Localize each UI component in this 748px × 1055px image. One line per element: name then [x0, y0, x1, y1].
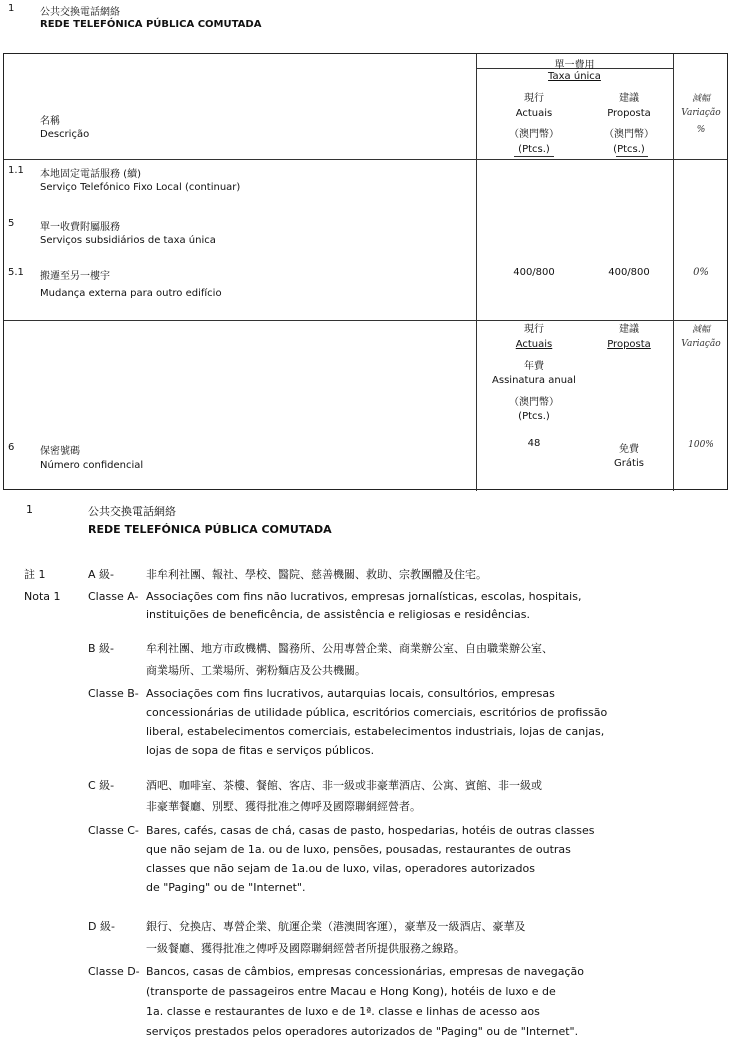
row-6-proposta-cn: 免費 [619, 444, 639, 455]
t2-unit: （澳門幣） [509, 397, 559, 408]
header-number: 1 [8, 3, 15, 14]
col-group-pt: Taxa única [548, 71, 601, 82]
class-a-pt-label: Classe A- [88, 590, 139, 603]
class-d-cn-line-2: 一級餐廳、獲得批准之傳呼及國際聯網經營者所提供服務之線路。 [146, 942, 465, 955]
section2-title-pt: REDE TELEFÓNICA PÚBLICA COMUTADA [88, 523, 332, 536]
section2-title-cn: 公共交換電話網絡 [88, 505, 176, 518]
class-c-pt-line-3: classes que não sejam de 1a.ou de luxo, vilas, operadores autorizados [146, 862, 535, 875]
row-5-1-num: 5.1 [8, 267, 24, 278]
row-6-actual: 48 [527, 438, 541, 449]
t2-annual-pt: Assinatura anual [492, 375, 576, 386]
actual-pt: Actuais [515, 108, 553, 119]
row-5-cn: 單一收費附屬服務 [40, 222, 120, 233]
class-b-pt-line-1: Associações com fins lucrativos, autarquias locais, consultórios, empresas [146, 687, 555, 700]
row-5-num: 5 [8, 218, 15, 229]
section2-number: 1 [26, 503, 33, 516]
class-c-pt-line-4: de "Paging" ou de "Internet". [146, 881, 306, 894]
note-label-cn: 註 1 [24, 568, 46, 581]
class-d-pt-line-2: (transporte de passageiros entre Macau e Hong Kong), hotéis de luxo e de [146, 985, 556, 998]
variacao-pt: Variação [681, 108, 721, 118]
t2-proposta-pt: Proposta [607, 339, 651, 350]
class-a-pt-line-1: Associações com fins não lucrativos, empresas jornalísticas, escolas, hospitais, [146, 590, 582, 603]
row-6-num: 6 [8, 442, 15, 453]
row-6-variacao: 100% [688, 440, 714, 450]
actual-ptcs-underline [514, 156, 554, 157]
actual-ptcs: (Ptcs.) [518, 144, 550, 155]
t2-actual-pt: Actuais [515, 339, 553, 350]
t2-variacao-cn: 減幅 [691, 325, 710, 335]
proposta-unit: （澳門幣） [604, 129, 654, 140]
class-d-pt-line-1: Bancos, casas de câmbios, empresas concessionárias, empresas de navegação [146, 965, 584, 978]
proposta-pt: Proposta [607, 108, 651, 119]
actual-unit: （澳門幣） [509, 129, 559, 140]
class-a-cn-line-1: 非牟利社團、報社、學校、醫院、慈善機關、救助、宗教團體及住宅。 [146, 568, 487, 581]
header-bottom-line [4, 159, 727, 160]
class-d-cn-line-1: 銀行、兌換店、專營企業、航運企業（港澳間客運），豪華及一級酒店、豪華及 [146, 920, 526, 933]
class-b-pt-label: Classe B- [88, 687, 139, 700]
class-c-pt-line-1: Bares, cafés, casas de chá, casas de pasto, hospedarias, hotéis de outras classes [146, 824, 595, 837]
class-c-pt-line-2: que não sejam de 1a. ou de luxo, pensões, pousadas, restaurantes de outras [146, 843, 571, 856]
row-6-cn: 保密號碼 [40, 446, 80, 457]
class-b-cn-label: B 級- [88, 642, 115, 655]
tariff-table [3, 53, 728, 490]
class-d-pt-line-4: serviços prestados pelos operadores autorizados de "Paging" ou de "Internet". [146, 1025, 579, 1038]
desc-cn: 名稱 [40, 116, 60, 127]
class-c-cn-label: C 級- [88, 779, 115, 792]
row-5-1-cn: 搬遷至另一樓宇 [40, 271, 110, 282]
row-5-pt: Serviços subsidiários de taxa única [40, 235, 216, 246]
class-a-pt-line-2: instituições de beneficência, de assistência e religiosas e residências. [146, 608, 530, 621]
class-c-cn-line-2: 非豪華餐廳、別墅、獲得批准之傳呼及國際聯網經營者。 [146, 800, 421, 813]
class-b-pt-line-4: lojas de sopa de fitas e serviços públicos. [146, 744, 375, 757]
t2-variacao-pt: Variação [681, 339, 721, 349]
proposta-cn: 建議 [619, 93, 639, 104]
row-5-1-variacao: 0% [693, 267, 709, 278]
class-c-cn-line-1: 酒吧、咖啡室、茶樓、餐館、客店、非一級或非豪華酒店、公寓、賓館、非一級或 [146, 779, 542, 792]
class-d-pt-line-3: 1a. classe e restaurantes de luxo e de 1ª. classe e linhas de acesso aos [146, 1005, 540, 1018]
t2-proposta-cn: 建議 [619, 324, 639, 335]
class-b-cn-line-2: 商業場所、工業場所、粥粉麵店及公共機關。 [146, 664, 366, 677]
class-b-pt-line-3: liberal, estabelecimentos comerciais, estabelecimentos industriais, lojas de canjas, [146, 725, 605, 738]
row-1-1-num: 1.1 [8, 165, 24, 176]
t2-ptcs: (Ptcs.) [518, 411, 550, 422]
class-d-cn-label: D 級- [88, 920, 115, 933]
t2-actual-cn: 現行 [524, 324, 544, 335]
header-title-pt: REDE TELEFÓNICA PÚBLICA COMUTADA [40, 19, 262, 30]
col-group-cn: 單一費用 [554, 60, 595, 71]
variacao-pct: % [696, 125, 706, 135]
t2-annual-cn: 年費 [524, 361, 544, 372]
row-5-1-pt: Mudança externa para outro edifício [40, 288, 222, 299]
row-5-1-proposta: 400/800 [608, 267, 650, 278]
row-6-proposta-pt: Grátis [614, 458, 644, 469]
row-5-1-actual: 400/800 [513, 267, 555, 278]
class-b-pt-line-2: concessionárias de utilidade pública, escritórios comerciais, escritórios de profissão [146, 706, 608, 719]
divider-desc [476, 54, 477, 491]
row-6-pt: Número confidencial [40, 460, 144, 471]
proposta-ptcs: (Ptcs.) [613, 144, 645, 155]
row-1-1-pt: Serviço Telefónico Fixo Local (continuar) [40, 182, 241, 193]
variacao-cn: 減幅 [691, 94, 710, 104]
class-d-pt-label: Classe D- [88, 965, 140, 978]
proposta-ptcs-underline [616, 156, 648, 157]
class-c-pt-label: Classe C- [88, 824, 139, 837]
class-b-cn-line-1: 牟利社團、地方市政機構、醫務所、公用專營企業、商業辦公室、自由職業辦公室、 [146, 642, 553, 655]
row-1-1-cn: 本地固定電話服務 (續) [40, 169, 141, 180]
note-label-pt: Nota 1 [24, 590, 61, 603]
actual-cn: 現行 [524, 93, 544, 104]
header-title-cn: 公共交換電話網絡 [40, 7, 120, 18]
desc-pt: Descrição [40, 129, 90, 140]
class-a-cn-label: A 級- [88, 568, 114, 581]
